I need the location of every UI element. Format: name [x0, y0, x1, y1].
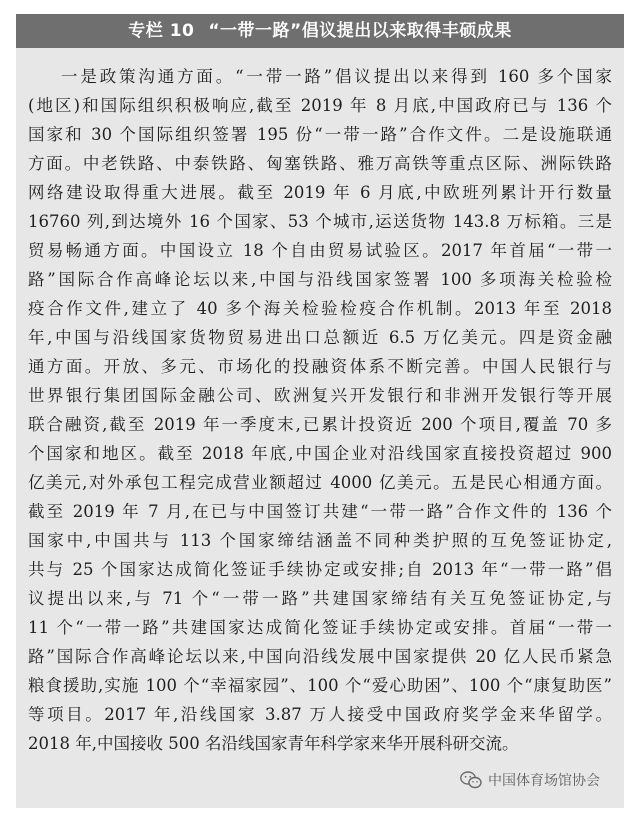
- text-line: 截至 2019 年 7 月,在已与中国签订共建“一带一路”合作文件的 136 个: [28, 502, 612, 521]
- text-line: 路”国际合作高峰论坛以来,中国与沿线国家签署 100 多项海关检验检: [28, 270, 612, 289]
- wechat-icon: [460, 771, 482, 789]
- text-line: 方面。中老铁路、中泰铁路、匈塞铁路、雅万高铁等重点区际、洲际铁路: [28, 154, 612, 173]
- text-line: 共与 25 个国家达成简化签证手续协定或安排;自 2013 年“一带一路”倡: [28, 560, 612, 579]
- feature-box: [16, 14, 624, 808]
- text-line: 亿美元,对外承包工程完成营业额超过 4000 亿美元。五是民心相通方面。: [28, 473, 612, 492]
- box-title-bar: [16, 14, 624, 48]
- text-line: 通方面。开放、多元、市场化的投融资体系不断完善。中国人民银行与: [28, 357, 612, 376]
- text-line: 联合融资,截至 2019 年一季度末,已累计投资近 200 个项目,覆盖 70 多: [28, 415, 612, 434]
- text-line: 年,中国与沿线国家货物贸易进出口总额近 6.5 万亿美元。四是资金融: [28, 328, 612, 347]
- text-line: 16760 列,到达境外 16 个国家、53 个城市,运送货物 143.8 万标箱。三是: [28, 212, 612, 231]
- text-line: 贸易畅通方面。中国设立 18 个自由贸易试验区。2017 年首届“一带一: [28, 241, 612, 260]
- box-label: 专栏 10: [128, 21, 195, 41]
- box-title: “一带一路”倡议提出以来取得丰硕成果: [208, 21, 512, 41]
- text-line: (地区)和国际组织积极响应,截至 2019 年 8 月底,中国政府已与 136 个: [28, 96, 612, 115]
- text-line: 个国家和地区。截至 2018 年底,中国企业对沿线国家直接投资超过 900: [28, 444, 612, 463]
- text-line: 疫合作文件,建立了 40 多个海关检验检疫合作机制。2013 年至 2018: [28, 299, 612, 318]
- text-line: 粮食援助,实施 100 个“幸福家园”、100 个“爱心助困”、100 个“康复助医”: [28, 676, 612, 695]
- text-line: 国家中,中国共与 113 个国家缔结涵盖不同种类护照的互免签证协定,: [28, 531, 612, 550]
- text-line: 世界银行集团国际金融公司、欧洲复兴开发银行和非洲开发银行等开展: [28, 386, 612, 405]
- text-line: 2018 年,中国接收 500 名沿线国家青年科学家来华开展科研交流。: [28, 734, 519, 753]
- text-line: 一是政策沟通方面。“一带一路”倡议提出以来得到 160 多个国家: [61, 67, 612, 86]
- text-line: 国家和 30 个国际组织签署 195 份“一带一路”合作文件。二是设施联通: [28, 125, 612, 144]
- body-paragraph: [28, 62, 612, 758]
- watermark-text: 中国体育场馆协会: [488, 773, 600, 789]
- text-line: 11 个“一带一路”共建国家达成简化签证手续协定或安排。首届“一带一: [28, 618, 612, 637]
- watermark: [460, 770, 600, 790]
- text-line: 路”国际合作高峰论坛以来,中国向沿线发展中国家提供 20 亿人民币紧急: [28, 647, 612, 666]
- text-line: 网络建设取得重大进展。截至 2019 年 6 月底,中欧班列累计开行数量: [28, 183, 612, 202]
- text-line: 议提出以来,与 71 个“一带一路”共建国家缔结有关互免签证协定,与: [28, 589, 612, 608]
- text-line: 等项目。2017 年,沿线国家 3.87 万人接受中国政府奖学金来华留学。: [28, 705, 612, 724]
